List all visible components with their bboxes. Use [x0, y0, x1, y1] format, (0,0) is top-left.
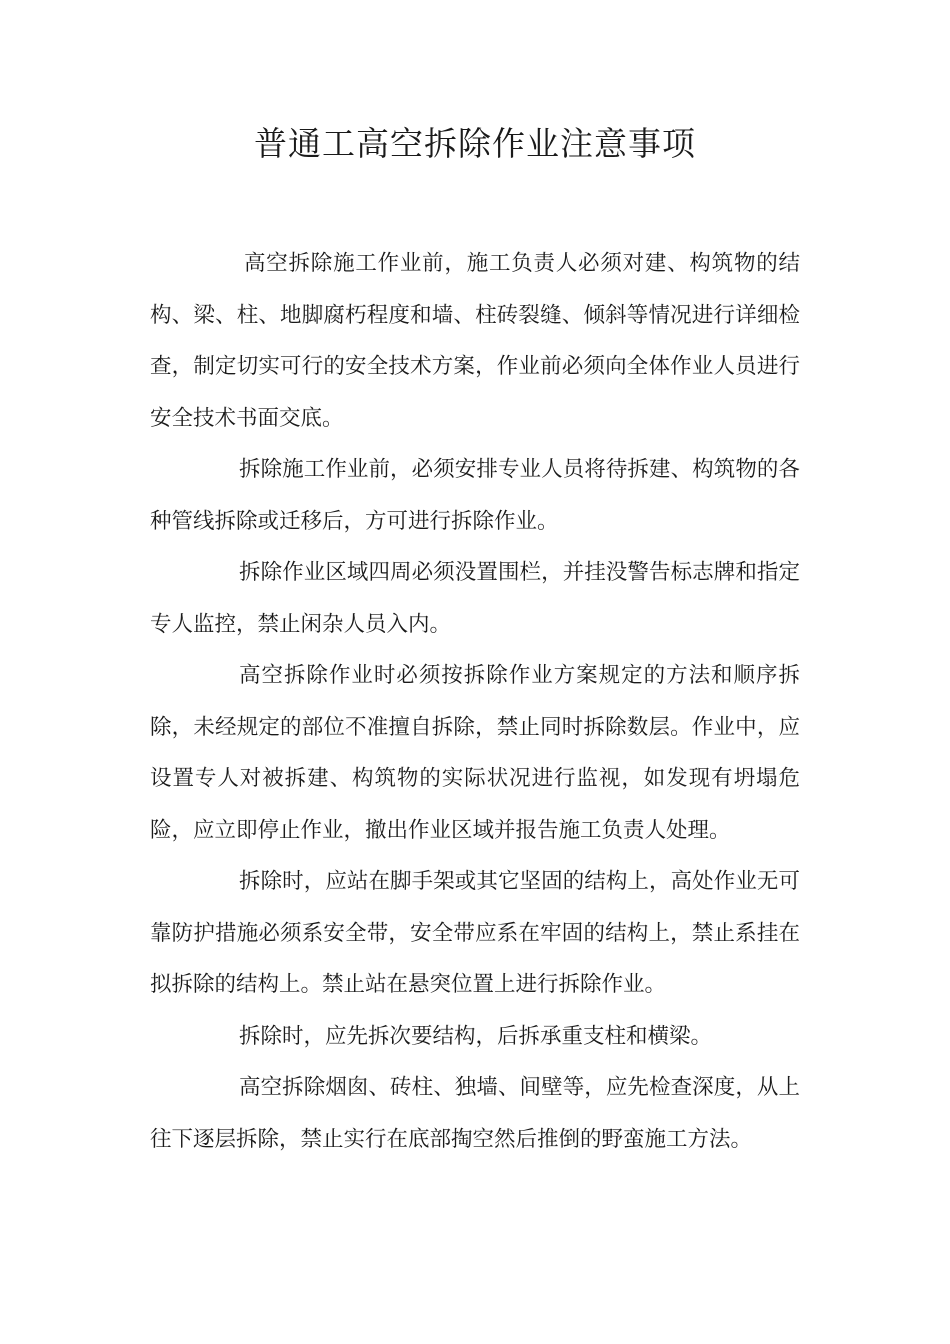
paragraph-2: 拆除施工作业前，必须安排专业人员将待拆建、构筑物的各种管线拆除或迁移后，方可进行拆除作业。 — [150, 457, 800, 534]
paragraph-5: 拆除时，应站在脚手架或其它坚固的结构上，高处作业无可靠防护措施必须系安全带，安全带应系在牢固的结构上，禁止系挂在拟拆除的结构上。禁止站在悬突位置上进行拆除作业。 — [150, 869, 800, 997]
paragraph-1: 高空拆除施工作业前，施工负责人必须对建、构筑物的结构、梁、柱、地脚腐朽程度和墙、柱砖裂缝、倾斜等情况进行详细检查，制定切实可行的安全技术方案，作业前必须向全体作业人员进行安全技术书面交底。 — [150, 251, 800, 431]
document-body — [150, 238, 800, 1165]
paragraph-7: 高空拆除烟囱、砖柱、独墙、间壁等，应先检查深度，从上往下逐层拆除，禁止实行在底部掏空然后推倒的野蛮施工方法。 — [150, 1075, 800, 1152]
paragraph-4: 高空拆除作业时必须按拆除作业方案规定的方法和顺序拆除，未经规定的部位不准擅自拆除，禁止同时拆除数层。作业中，应设置专人对被拆建、构筑物的实际状况进行监视，如发现有坍塌危险，应立即停止作业，撤出作业区域并报告施工负责人处理。 — [150, 663, 800, 843]
document-title: 普通工高空拆除作业注意事项 — [254, 124, 696, 163]
paragraph-6: 拆除时，应先拆次要结构，后拆承重支柱和横梁。 — [239, 1023, 713, 1049]
paragraph-3: 拆除作业区域四周必须没置围栏，并挂没警告标志牌和指定专人监控，禁止闲杂人员入内。 — [150, 560, 800, 637]
